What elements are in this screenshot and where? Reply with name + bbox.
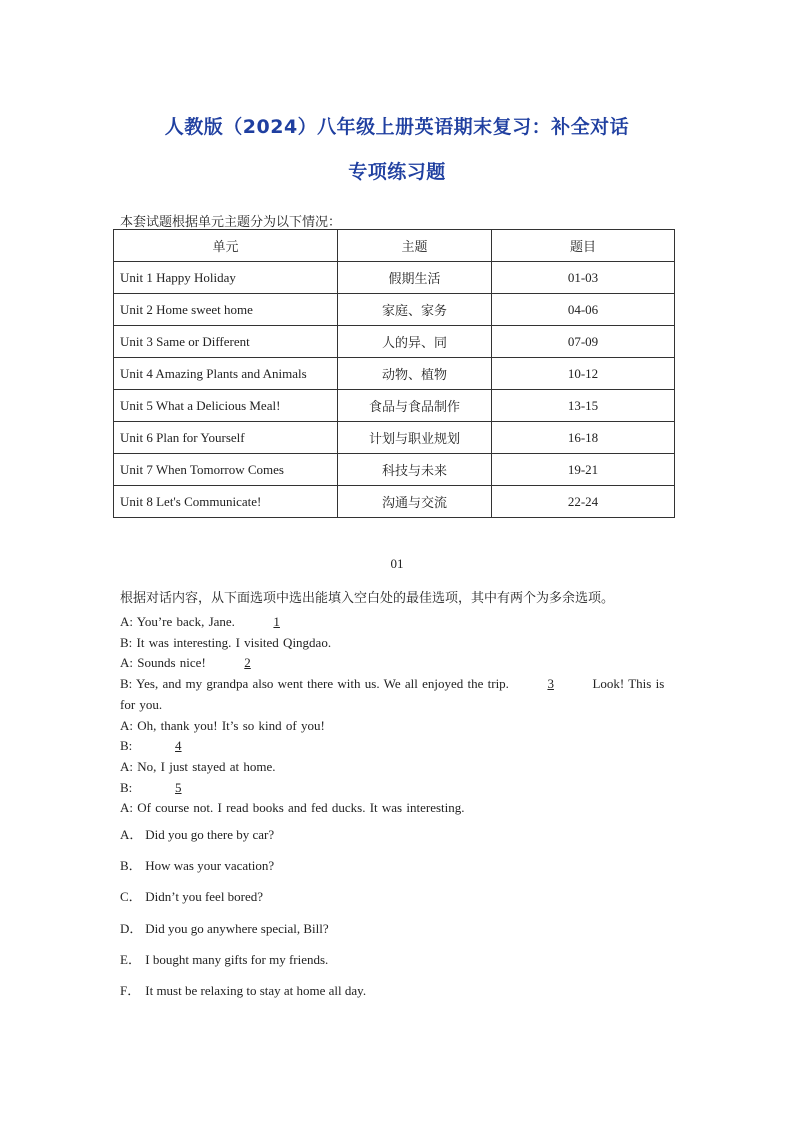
page-subtitle: 专项练习题 [348, 161, 446, 183]
range-cell: 16-18 [492, 422, 675, 454]
option-text: Did you go anywhere special, Bill? [145, 920, 329, 936]
theme-cell: 人的异、同 [338, 326, 492, 358]
dialogue-line [120, 778, 672, 799]
theme-cell: 科技与未来 [338, 454, 492, 486]
dialogue-text: A: No, I just stayed at home. [120, 758, 276, 774]
header-unit: 单元 [114, 230, 338, 262]
table-row [114, 486, 675, 518]
range-cell: 07-09 [492, 326, 675, 358]
unit-cell: Unit 5 What a Delicious Meal! [114, 390, 338, 422]
option-text: Didn’t you feel bored? [145, 889, 264, 905]
section-number: 01 [390, 556, 404, 571]
unit-table [113, 229, 675, 518]
unit-cell: Unit 7 When Tomorrow Comes [114, 454, 338, 486]
range-cell: 10-12 [492, 358, 675, 390]
option-item[interactable] [120, 856, 366, 887]
unit-cell: Unit 6 Plan for Yourself [114, 422, 338, 454]
option-letter: D． [120, 920, 143, 936]
page-title: 人教版（2024）八年级上册英语期末复习：补全对话 [164, 116, 630, 138]
option-letter: F． [120, 982, 141, 998]
dialogue-text: B: Yes, and my grandpa also went there with us. We all enjoyed the trip. [120, 676, 509, 692]
range-cell: 04-06 [492, 294, 675, 326]
option-letter: E． [120, 951, 141, 967]
table-row [114, 294, 675, 326]
option-item[interactable] [120, 981, 366, 1012]
table-row [114, 422, 675, 454]
dialogue-text: Look! This is for you. [120, 676, 665, 712]
options-list [120, 825, 366, 1012]
header-questions: 题目 [492, 230, 675, 262]
dialogue-line [120, 612, 672, 633]
theme-cell: 动物、植物 [338, 358, 492, 390]
unit-cell: Unit 2 Home sweet home [114, 294, 338, 326]
theme-cell: 计划与职业规划 [338, 422, 492, 454]
theme-cell: 沟通与交流 [338, 486, 492, 518]
theme-cell: 食品与食品制作 [338, 390, 492, 422]
dialogue-text: B: [120, 779, 133, 795]
option-text: How was your vacation? [145, 858, 275, 874]
instruction-text: 根据对话内容，从下面选项中选出能填入空白处的最佳选项，其中有两个为多余选项。 [120, 591, 615, 606]
answer-blank[interactable]: 4 [175, 738, 182, 754]
answer-blank[interactable]: 5 [175, 779, 182, 795]
dialogue-line [120, 674, 672, 715]
unit-cell: Unit 8 Let's Communicate! [114, 486, 338, 518]
option-item[interactable] [120, 825, 366, 856]
option-item[interactable] [120, 887, 366, 918]
dialogue-text: A: Oh, thank you! It’s so kind of you! [120, 717, 325, 733]
table-row [114, 326, 675, 358]
dialogue-line [120, 633, 672, 654]
header-theme: 主题 [338, 230, 492, 262]
range-cell: 19-21 [492, 454, 675, 486]
theme-cell: 假期生活 [338, 262, 492, 294]
range-cell: 01-03 [492, 262, 675, 294]
table-row [114, 262, 675, 294]
table-header-row [114, 230, 675, 262]
dialogue-text: A: Sounds nice! [120, 655, 206, 671]
unit-cell: Unit 3 Same or Different [114, 326, 338, 358]
option-letter: A． [120, 827, 143, 842]
dialogue [120, 612, 672, 819]
unit-cell: Unit 4 Amazing Plants and Animals [114, 358, 338, 390]
unit-cell: Unit 1 Happy Holiday [114, 262, 338, 294]
dialogue-text: B: It was interesting. I visited Qingdao. [120, 634, 332, 650]
option-letter: C． [120, 889, 142, 905]
answer-blank[interactable]: 1 [273, 614, 280, 629]
range-cell: 22-24 [492, 486, 675, 518]
option-text: It must be relaxing to stay at home all day. [145, 982, 367, 998]
option-item[interactable] [120, 950, 366, 981]
answer-blank[interactable]: 2 [244, 655, 251, 671]
answer-blank[interactable]: 3 [547, 676, 554, 692]
option-text: Did you go there by car? [145, 827, 275, 842]
dialogue-text: B: [120, 738, 133, 754]
table-row [114, 390, 675, 422]
table-row [114, 358, 675, 390]
dialogue-text: A: You’re back, Jane. [120, 614, 235, 629]
option-item[interactable] [120, 919, 366, 950]
dialogue-text: A: Of course not. I read books and fed ducks. It was interesting. [120, 800, 465, 816]
dialogue-line [120, 716, 672, 737]
option-text: I bought many gifts for my friends. [145, 951, 329, 967]
dialogue-line [120, 653, 672, 674]
dialogue-line [120, 757, 672, 778]
dialogue-line [120, 736, 672, 757]
option-letter: B． [120, 858, 142, 874]
intro-text: 本套试题根据单元主题分为以下情况： [120, 215, 342, 230]
dialogue-line [120, 798, 672, 819]
theme-cell: 家庭、家务 [338, 294, 492, 326]
range-cell: 13-15 [492, 390, 675, 422]
table-row [114, 454, 675, 486]
